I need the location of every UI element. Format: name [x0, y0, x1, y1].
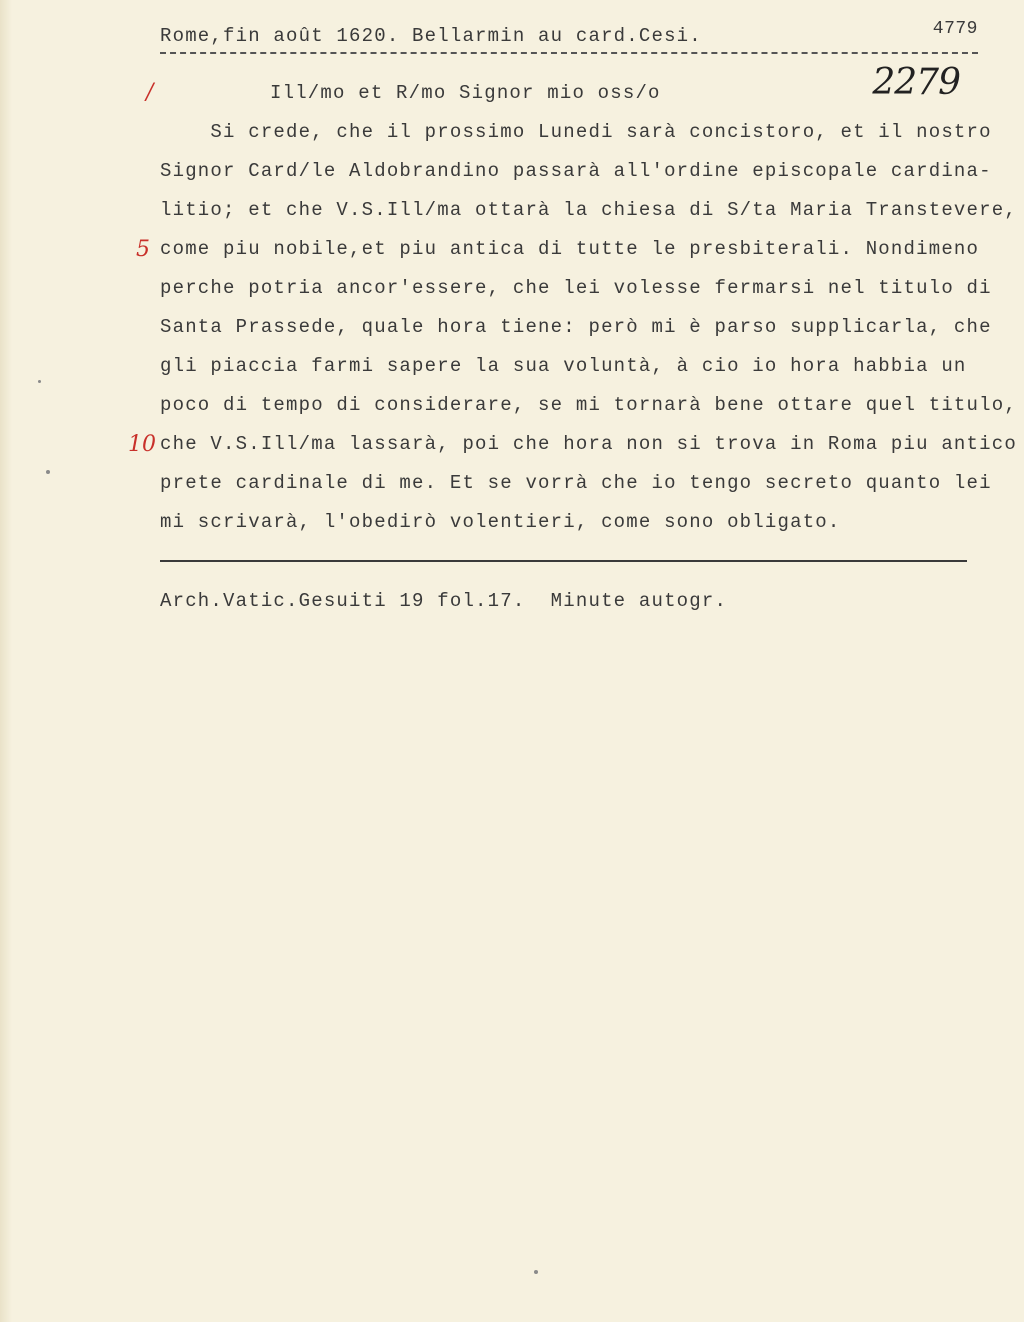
- letter-line: poco di tempo di considerare, se mi tornarà bene ottare quel titulo,: [160, 394, 1017, 416]
- letter-line: come piu nobile,et piu antica di tutte le presbiterali. Nondimeno: [160, 238, 980, 260]
- handwritten-folio-number: 2279: [872, 62, 960, 103]
- letter-line: mi scrivarà, l'obedirò volentieri, come sono obligato.: [160, 511, 841, 533]
- archive-reference: Arch.Vatic.Gesuiti 19 fol.17. Minute autogr.: [160, 590, 728, 612]
- letter-line: litio; et che V.S.Ill/ma ottarà la chiesa di S/ta Maria Transtevere,: [160, 199, 1017, 221]
- document-header-title: Rome,fin août 1620. Bellarmin au card.Cesi.: [160, 25, 702, 47]
- line-marker-1: /: [146, 80, 154, 105]
- page-number: 4779: [932, 19, 978, 39]
- letter-line: che V.S.Ill/ma lassarà, poi che hora non si trova in Roma piu antico: [160, 433, 1017, 455]
- paper-speck: [38, 380, 41, 383]
- header-dashed-rule: [160, 52, 978, 54]
- page-edge: [0, 0, 12, 1322]
- letter-line: perche potria ancor'essere, che lei volesse fermarsi nel titulo di: [160, 277, 992, 299]
- letter-line: Santa Prassede, quale hora tiene: però mi è parso supplicarla, che: [160, 316, 992, 338]
- line-marker-10: 10: [128, 432, 156, 457]
- line-marker-5: 5: [136, 237, 150, 262]
- letter-line: gli piaccia farmi sapere la sua voluntà, à cio io hora habbia un: [160, 355, 967, 377]
- paper-speck: [534, 1270, 538, 1274]
- letter-line: Si crede, che il prossimo Lunedi sarà concistoro, et il nostro: [160, 121, 992, 143]
- letter-line: prete cardinale di me. Et se vorrà che io tengo secreto quanto lei: [160, 472, 992, 494]
- paper-speck: [46, 470, 50, 474]
- letter-line: Signor Card/le Aldobrandino passarà all'ordine episcopale cardina-: [160, 160, 992, 182]
- salutation: Ill/mo et R/mo Signor mio oss/o: [270, 82, 661, 104]
- footer-rule: [160, 560, 967, 562]
